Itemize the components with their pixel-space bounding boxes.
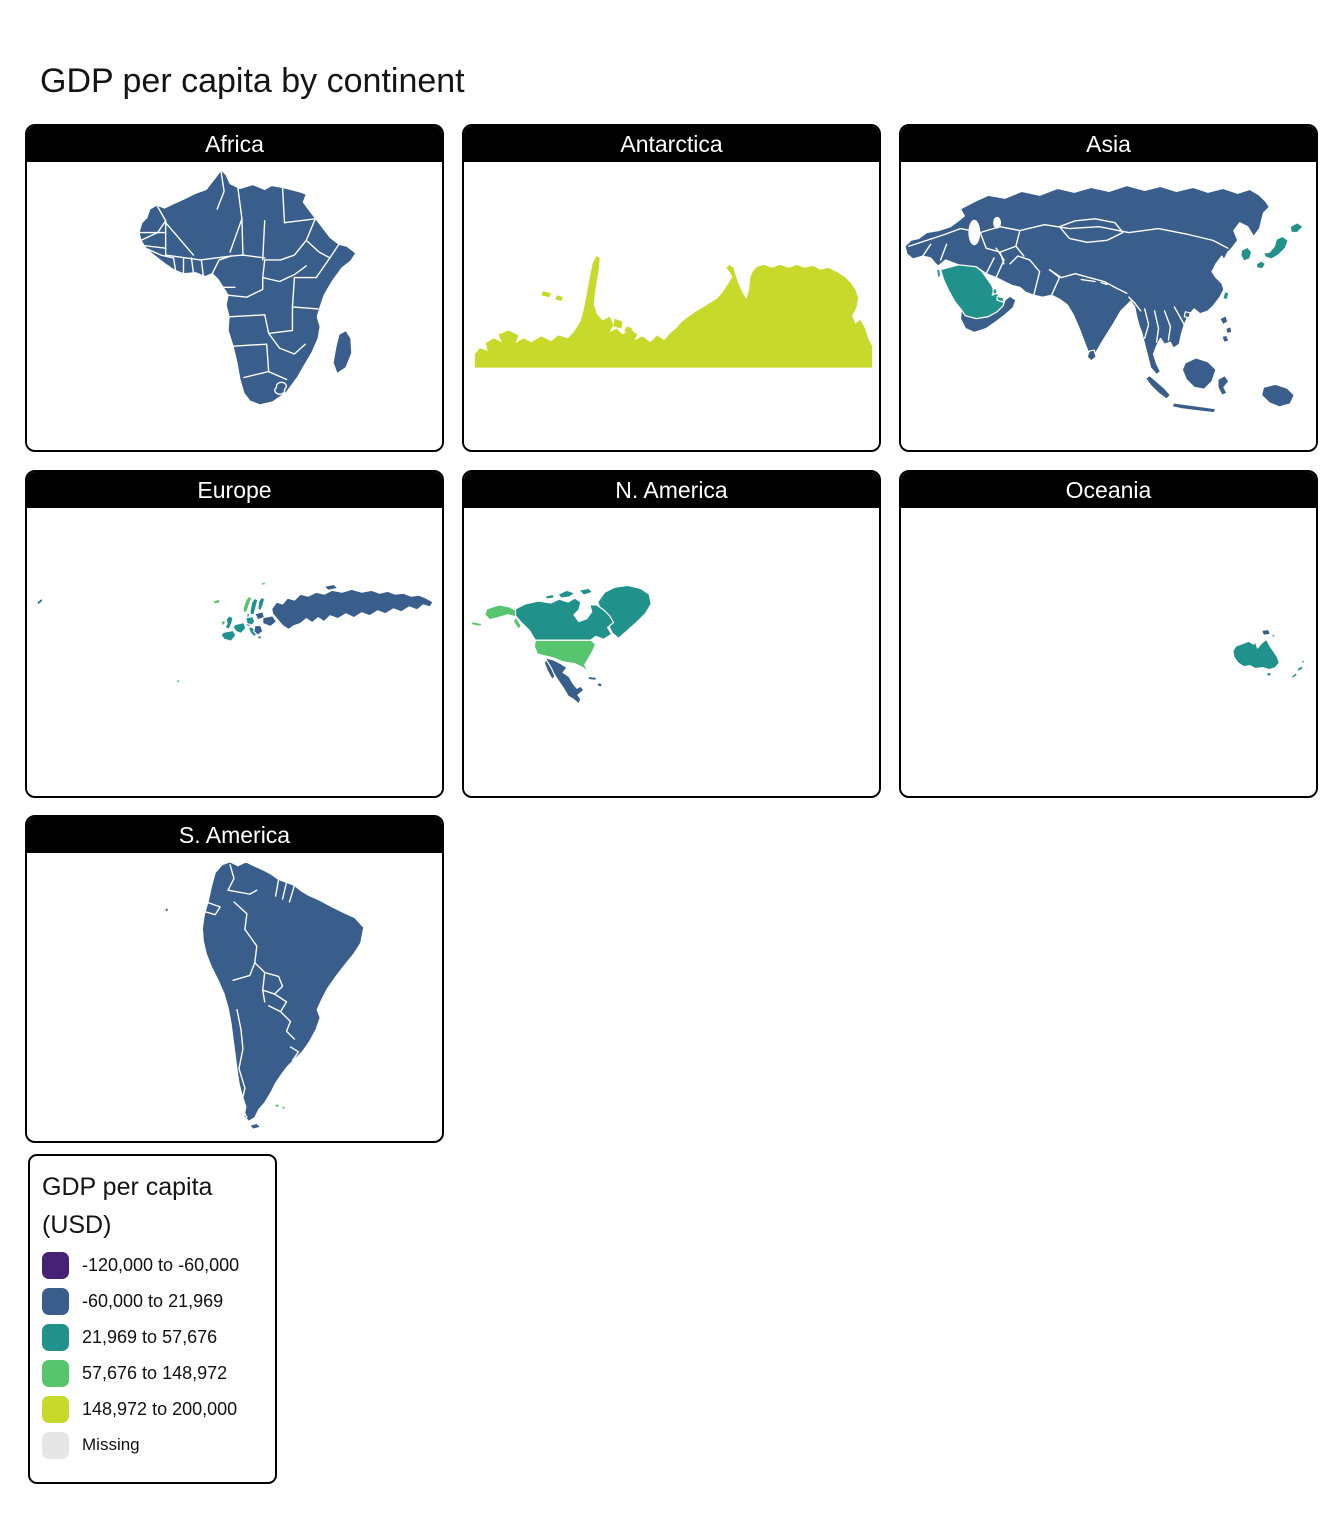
borneo [1182, 358, 1216, 389]
africa-map [27, 162, 442, 448]
legend-item [42, 1394, 265, 1424]
south-korea [1241, 247, 1252, 261]
legend-label: -120,000 to -60,000 [82, 1254, 240, 1275]
sulawesi [1218, 376, 1229, 396]
legend-item [42, 1430, 265, 1460]
greece [258, 635, 262, 639]
legend-item [42, 1358, 265, 1388]
panel-body-asia [901, 162, 1316, 448]
alaska [471, 605, 522, 629]
facet-panel-africa [25, 124, 444, 452]
panel-label-n-america: N. America [615, 476, 728, 503]
panel-body-antarctica [464, 162, 879, 448]
panel-label-s-america: S. America [178, 821, 291, 848]
legend-label: 57,676 to 148,972 [82, 1362, 228, 1383]
legend-item [42, 1250, 265, 1280]
antarctica-landmass [475, 256, 872, 368]
tasmania [1266, 673, 1271, 677]
greenland-sliver [37, 598, 43, 605]
panel-label-asia: Asia [1086, 130, 1131, 157]
panel-body-europe [27, 508, 442, 794]
panel-header-africa [27, 126, 442, 162]
facet-panel-oceania [899, 470, 1318, 798]
finland [258, 597, 265, 611]
oceania-map [901, 508, 1316, 794]
legend-items [42, 1250, 265, 1460]
alps-states [246, 624, 251, 627]
legend-label: -60,000 to 21,969 [82, 1290, 224, 1311]
cuba-caribbean [588, 676, 603, 687]
iberia [221, 630, 236, 641]
legend-swatch-missing [42, 1432, 69, 1459]
legend-title-line2: (USD) [42, 1211, 112, 1239]
legend-swatch-cat1 [42, 1252, 69, 1279]
panel-header-antarctica [464, 126, 879, 162]
legend-label: 148,972 to 200,000 [82, 1398, 238, 1419]
madagascar [333, 330, 352, 373]
legend-label: 21,969 to 57,676 [82, 1326, 218, 1347]
europe-map [27, 508, 442, 794]
facet-panel-n-america [462, 470, 881, 798]
papua-new-guinea [1262, 629, 1276, 637]
australia [1233, 639, 1280, 669]
panel-body-africa [27, 162, 442, 448]
falkland-islands [275, 1104, 286, 1110]
page-title: GDP per capita by continent [40, 62, 465, 100]
new-caledonia [1301, 660, 1305, 664]
ukraine-east-europe [263, 616, 277, 627]
legend-title-line1: GDP per capita [42, 1173, 213, 1201]
united-kingdom [225, 616, 233, 630]
panel-label-antarctica: Antarctica [620, 130, 723, 157]
legend-item [42, 1286, 265, 1316]
legend-swatch-cat3 [42, 1324, 69, 1351]
philippines [1220, 316, 1232, 342]
antarctica-map [464, 162, 879, 448]
panel-label-africa: Africa [205, 130, 264, 157]
novaya-zemlya [324, 584, 338, 590]
panel-body-n-america [464, 508, 879, 794]
taiwan [1223, 291, 1229, 300]
sri-lanka [1087, 350, 1096, 361]
galapagos [165, 908, 169, 912]
new-zealand [1291, 666, 1303, 679]
n-america-map [464, 508, 879, 794]
panel-body-s-america [27, 853, 442, 1139]
legend-swatch-cat2 [42, 1288, 69, 1315]
hainan [1184, 312, 1190, 318]
facet-panel-s-america [25, 815, 444, 1143]
facet-panel-europe [25, 470, 444, 798]
africa-landmass [139, 170, 356, 405]
ireland [221, 620, 225, 626]
japan-hokkaido [1290, 223, 1303, 233]
panel-header-europe [27, 472, 442, 508]
legend-swatch-cat5 [42, 1396, 69, 1423]
legend-label: Missing [82, 1435, 140, 1454]
new-guinea [1262, 384, 1295, 407]
s-america-map [27, 853, 442, 1139]
panel-header-n-america [464, 472, 879, 508]
panel-body-oceania [901, 508, 1316, 794]
france [233, 623, 246, 634]
russia [272, 589, 433, 629]
sumatra [1146, 376, 1171, 400]
s-america-landmass [202, 862, 363, 1122]
facet-panel-asia [899, 124, 1318, 452]
panel-label-europe: Europe [197, 476, 272, 503]
panel-header-oceania [901, 472, 1316, 508]
legend-swatch-cat4 [42, 1360, 69, 1387]
canada-arctic-islands [545, 588, 593, 599]
panel-header-s-america [27, 817, 442, 853]
panel-header-asia [901, 126, 1316, 162]
iceland [213, 599, 220, 604]
asia-map [901, 162, 1316, 448]
facet-panel-antarctica [462, 124, 881, 452]
svalbard [261, 581, 266, 585]
israel [937, 269, 941, 278]
qatar [993, 288, 997, 294]
tierra-del-fuego [250, 1123, 261, 1129]
japan-honshu [1264, 236, 1289, 259]
japan-kyushu [1257, 261, 1266, 269]
java [1172, 403, 1216, 413]
legend-item [42, 1322, 265, 1352]
azores [177, 679, 180, 682]
legend [28, 1154, 277, 1484]
panel-label-oceania: Oceania [1065, 476, 1152, 503]
